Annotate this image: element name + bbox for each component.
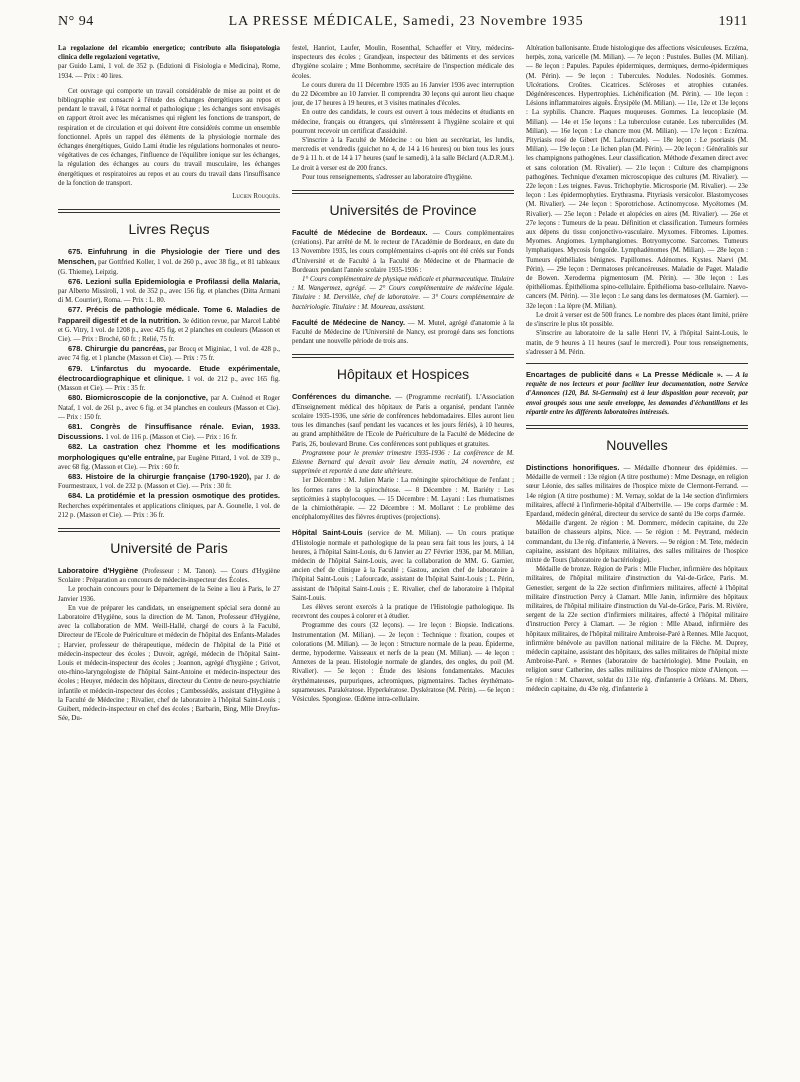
book-details: par A. Cuénod et Roger Nataf, 1 vol. de 261 p., avec 6 fig. et 34 planches en couleurs (Masson et Cie). — Prix : 150 fr.	[58, 395, 280, 421]
issue-number: N° 94	[58, 14, 94, 29]
column-left	[58, 44, 280, 1074]
divider	[526, 425, 748, 429]
laboratoire-heading-rest: (Professeur : M. Tanon). — Cours d'Hygiène Scolaire : Préparation au concours de médecin-inspecteur des Écoles.	[58, 567, 280, 585]
inscription-paragraph: S'inscrire au laboratoire de la salle Henri IV, à l'hôpital Saint-Louis, le matin, de 9 heures à 11 heures (sauf le mercredi). Pour tous renseignements, s'adresser à M. Périn.	[526, 330, 748, 356]
divider	[526, 363, 748, 364]
bordeaux-heading: Faculté de Médecine de Bordeaux.	[292, 228, 428, 238]
review-reference: par Guido Lami, 1 vol. de 352 p. (Edizioni di Fisiologia e Medicina), Rome, 1934. — Prix : 40 lires.	[58, 63, 280, 80]
conferences-program: Programme pour le premier trimestre 1935-1936 : La conférence de M. Etienne Bernard qui devait avoir lieu demain matin, 24 novembre, est supprimée et reportée à une date ultérieure.	[292, 449, 514, 476]
review-title: La regolazione del ricambio energetico; contributo alla fisiopatologia clinica delle regolazioni vegetative,	[58, 45, 280, 62]
book-entry	[58, 491, 280, 520]
nouvelles-title: Nouvelles	[606, 436, 668, 453]
book-details: par J. de Fourmestraux, 1 vol. de 232 p. (Masson et Cie). — Prix : 30 fr.	[58, 473, 280, 491]
book-entry	[58, 364, 280, 394]
book-title: 675. Einfuhrung in die Physiologie der Tiere und des Menschen,	[58, 247, 280, 267]
laboratoire-paragraph: Le prochain concours pour le Département de la Seine a lieu à Paris, le 27 Janvier 1936.	[58, 586, 280, 603]
droit-paragraph: Le droit à verser est de 500 francs. Le nombre des places étant limité, prière de s'inscrire le plus tôt possible.	[526, 311, 748, 329]
conferences-text: — (Programme recréatif). L'Association d'Enseignement médical des hôpitaux de Paris a organisé, pendant l'année scolaire 1935-1936, une série de conférences hebdomadaires. Elles auront lieu tous les dimanches (sauf pendant les vacances et les jours fériés), à 10 heures, au grand amphithéâtre de l'Ecole de Puériculture de la Faculté de Médecine de Paris, 26, boulevard Brune. Ces conférences sont publiques et gratuites.	[292, 394, 514, 448]
book-title: 677. Précis de pathologie médicale. Tome 6. Maladies de l'appareil digestif et de la nutrition.	[58, 305, 280, 325]
paris-paragraph: En outre des candidats, le cours est ouvert à tous médecins et étudiants en médecine, français ou étrangers, qui s'intéressent à l'hygiène scolaire et qui pourront recevoir un certificat d'assiduité.	[292, 109, 514, 135]
divider	[58, 209, 280, 213]
nancy-text: — M. Mutel, agrégé d'anatomie à la Faculté de Médecine de l'Université de Nancy, est prorogé dans ses fonctions pendant une nouvelle période de trois ans.	[292, 319, 514, 346]
encartages-notice	[526, 370, 748, 417]
distinctions-text: — Médaille d'honneur des épidémies. — Médaille de vermeil : 13e région (A titre posthume) : Mme Desnage, en religion sœur Léonie, des salles militaires de l'hospice mixte de Clermont-Ferrand. — 14e région (A titre posthume) : M. Vernay, soldat de la 14e section d'infirmiers militaires, affecté à l'infirmerie-hôpital d'Albertville. — 19e corps d'armée : M. Epardaud, médecin général, directeur du service de santé du 19e corps d'armée.	[526, 464, 748, 518]
book-entry	[58, 277, 280, 306]
book-details: par Brocq et Miginiac, 1 vol. de 428 p., avec 74 fig. et 1 planche (Masson et Cie). — Prix : 75 fr.	[58, 346, 280, 363]
book-details: 1 vol. de 116 p. (Masson et Cie). — Prix : 16 fr.	[105, 434, 238, 442]
book-title: 682. La castration chez l'homme et les modifications morphologiques qu'elle entraîne,	[58, 442, 280, 462]
divider	[292, 354, 514, 358]
book-entry	[58, 305, 280, 344]
divider	[58, 528, 280, 532]
page-number: 1911	[718, 14, 748, 29]
publication-title: LA PRESSE MÉDICALE, Samedi, 23 Novembre 1935	[228, 14, 584, 29]
newspaper-page	[58, 14, 748, 1074]
nancy-heading: Faculté de Médecine de Nancy.	[292, 317, 406, 327]
lecons-continued: Altération ballonisante. Étude histologique des affections vésiculeuses. Eczéma, herpès, zona, varicelle (M. Milian). — 7e leçon : Pustules. Bulles (M. Milian). — 8e leçon : Papules. Papules épidermiques, dermiques, dermo-épidermiques (M. Périn). — 9e leçon : Tubercules. Nodules. Nodosités. Gommes. Ulcérations. Croûtes. Cicatrices. Scléroses et atrophies cutanées. Dégénérescences. Hypertrophies. Lichénification (M. Périn). — 10e leçon : Lésions inflammatoires aiguës. Érysipèle (M. Milian). — 11e, 12e et 13e leçons : La syphilis. Chancre. Plaques muqueuses. Gommes. La leucoplasie (M. Milian). — 14e et 15e leçons : La tuberculose cutanée. Les tuberculides (M. Milian). — 16e leçon : Le chancre mou (M. Milian). — 17e leçon : Eczéma. Pityriasis rosé de Gibert (M. Lafourcade). — 18e leçon : Le psoriasis (M. Milian). — 19e leçon : Le lichen plan (M. Périn). — 20e leçon : Généralités sur les champignons pathogènes. Leur classification. Méthode d'examen direct avec et sans coloration (M. Rivalier). — 21e leçon : Culture des champignons pathogènes. Technique d'examen microscopique des cultures (M. Rivalier). — 22e leçon : Les teignes. Favus. Trichophytie. Microsporie (M. Rivalier). — 23e leçon : Les épidermophyties. Erythrasma. Pityriasis versicolor. Blastomycoses (M. Rivalier). — 24e leçon : Sporotrichose. Actinomycose. Mycétomes (M. Rivalier). — 25e leçon : Pelade et alopécies en aires (M. Rivalier). — 26e et 27e leçons : Tumeurs de la peau. Définition et classification. Tumeurs formées aux dépens du tissu conjonctivo-vasculaire. Myxomes. Fibromes. Lipomes. Myomes. Angiomes. Lymphangiomes. Botryomycome. Sarcomes. Tumeurs lymphatiques. Mycosis fongoïde. Lymphadénomes (M. Milian). — 28e leçon : Tumeurs épithéliales bénignes. Papillomes. Adénomes. Kystes. Naevi (M. Périn). — 29e leçon : Dermatoses précancéreuses. Maladie de Paget. Maladie de Bowen. Xeroderma pigmentosum (M. Périn). — 30e leçon : Les épithéliomas. Épithélioma spino-cellulaire. Épithélioma baso-cellulaire. Naevo-cancers (M. Périn). — 31e leçon : Le sang dans les dermatoses (M. Garnier). — 32e leçon : La lèpre (M. Milian).	[526, 45, 748, 310]
medaille-bronze: Médaille de bronze. Région de Paris : Mlle Flucher, infirmière des hôpitaux militaires, de l'hôpital militaire d'instruction du Val-de-Grâce, Paris. M. Genestier, sergent de la 22e section d'infirmiers militaires, affecté à l'hôpital militaire d'instruction Percy à Clamart. Mlle Janin, infirmière des hôpitaux militaires, de l'hôpital militaire d'instruction du Val-de-Grâce, Paris. M. Rivière, sergent de la 22e section d'infirmiers militaires, affecté à l'hôpital militaire d'instruction Percy à Clamart. — 3e région : Mlle Abaud, infirmière des hôpitaux militaires, de l'hôpital militaire Ambroise-Paré à Rennes. Mlle Jacquot, infirmière bénévole au pavillon national militaire de la Flèche. M. Duprey, médecin capitaine, assistant des hôpitaux, des salles militaires de l'hôpital mixte Ambroise-Paré. » Rennes (laboratoire de bactériologie). Mme Poulain, en religion sœur Catherine, des salles militaires de l'hospice mixte d'Alençon. — 5e région : M. Chauvet, soldat du 131e rég. d'infanterie à Orléans. M. Dhers, médecin capitaine, du 43e rég. d'infanterie à	[526, 566, 748, 693]
stlouis-paragraph: Les élèves seront exercés à la pratique de l'Histologie pathologique. Ils recevront des coupes à colorer et à étudier.	[292, 603, 514, 621]
review-text: Cet ouvrage qui comporte un travail considérable de mise au point et de bibliographie est consacré à l'étude des échanges énergétiques au repos et pendant le travail, à l'état normal et pathologique ; les échanges sont envisagés en rapport étroit avec les mécanismes qui règlent les fonctions de transport, de respiration et de circulation et qui doivent être considérés comme un ensemble fonctionnel. Après un rappel des éléments de la physiologie normale des échanges énergétiques, Guido Lami étudie les régulations hormonales et neuro-végétatives de ces échanges, l'influence de l'équilibre ionique sur les échanges, la régulation des échanges au cours du travail musculaire, les échanges énergétiques et respiratoires au repos et au cours du travail dans l'insuffisance de la fonction de transport.	[58, 87, 280, 187]
book-entry	[58, 472, 280, 491]
bordeaux-list: 1° Cours complémentaire de physique médicale et pharmaceutique. Titulaire : M. Wangermez, agrégé. — 2° Cours complémentaire de médecine légale. Titulaire : M. Dervillée, chef de laboratoire. — 3° Cours complémentaire de bactériologie. Titulaire : M. Moureau, assistant.	[292, 276, 514, 311]
conferences-dates: 1er Décembre : M. Julien Marie : La méningite spirochétique de l'enfant ; les formes rares de la spirochétose. — 8 Décembre : M. Bariéty : Les septicémies à staphylocoques. — 15 Décembre : M. Layani : Les rhumatismes de la chimiothérapie. — 22 Décembre : M. Mollaret : Le problème des encéphalomyélites des fièvres éruptives (projections).	[292, 477, 514, 522]
province-title: Universités de Province	[329, 202, 477, 219]
book-title: 678. Chirurgie du pancréas,	[68, 344, 167, 354]
book-title: 683. Histoire de la chirurgie française (1790-1920),	[68, 471, 252, 481]
book-entry	[58, 422, 280, 442]
stlouis-text: (service de M. Milian). — Un cours pratique d'Histologie normale et pathologique de la peau sera fait tous les jours, à 14 heures, à l'hôpital Saint-Louis, du 6 Janvier au 27 Février 1936, par M. Milian, médecin de l'hôpital Saint-Louis, avec la collaboration de MM. G. Garnier, ancien chef de clinique à la Faculté ; Gastou, ancien chef de laboratoire à l'hôpital Saint-Louis ; Lafourcade, assistant de l'hôpital Saint-Louis ; L. Périn, assistant de l'hôpital Saint-Louis ; E. Rivalier, chef de laboratoire à l'hôpital Saint-Louis.	[292, 530, 514, 602]
bordeaux-text: — Cours complémentaires (créations). Par arrêté de M. le recteur de l'Académie de Bordeaux, en date du 13 Novembre 1935, les cours complémentaires ci-après ont été créés sur Fonds d'Université et de Faculté à la Faculté de Médecine et de Pharmacie de Bordeaux pendant l'année scolaire 1935-1936 :	[292, 230, 514, 274]
encartages-text: — A la requête de nos lecteurs et pour faciliter leur documentation, notre Service d'Annonces (120, Bd. St-Germain) est à leur disposition pour recevoir, par envoi groupés sous une seule enveloppe, les demandes d'échantillons et les répartir entre les différents laboratoires intéressés.	[526, 371, 748, 416]
hopitaux-title: Hôpitaux et Hospices	[336, 366, 470, 383]
book-details: par Gottfried Koller, 1 vol. de 260 p., avec 38 fig., et 81 tableaux (G. Thieme), Leipzig.	[58, 259, 280, 276]
book-title: 681. Congrès de l'insuffisance rénale. Evian, 1933. Discussions.	[58, 421, 280, 442]
stlouis-program: Programme des cours (32 leçons). — 1re leçon : Biopsie. Indications. Instrumentation (M. Milian). — 2e leçon : Technique : fixation, coupes et colorations (M. Milian). — 3e leçon : Structure normale de la peau. Épiderme, derme, hypoderme. Vaisseaux et nerfs de la peau (M. Milian). — 4e leçon : Annexes de la peau. Histologie normale de glandes, des ongles, du poil (M. Rivalier). — 5e leçon : Étude des lésions fondamentales. Macules érythémateuses, purpuriques, achromiques, pigmentaires. Taches érythémato-squameuses. Parakératose. Hyperkératose. Dyskératose (M. Périn). — 6e leçon : Vésicules. Spongiose. Œdème intra-cellulaire.	[292, 622, 514, 703]
column-middle	[292, 44, 514, 1074]
book-title: 679. L'infarctus du myocarde. Etude expérimentale, électrocardiographique et clinique.	[58, 363, 280, 383]
paris-paragraph: Le cours durera du 11 Décembre 1935 au 16 Janvier 1936 avec interruption du 22 Décembre au 10 Janvier. Il comprendra 30 leçons qui auront lieu chaque jour, de 17 heures à 19 heures, et 3 visites matinales d'écoles.	[292, 81, 514, 108]
book-entry	[58, 442, 280, 472]
distinctions-heading: Distinctions honorifiques.	[526, 462, 620, 472]
page-header	[58, 14, 748, 34]
book-entry	[58, 344, 280, 363]
paris-paragraph: S'inscrire à la Faculté de Médecine : ou bien au secrétariat, les lundis, mercredis et vendredis (guichet no 4, de 14 à 16 heures) ou bien tous les jours de 9 à 11 h. et de 14 à 17 heures (sauf le samedi), à la salle Béclard (A.D.R.M.). Le droit à verser est de 200 francs.	[292, 137, 514, 172]
book-title: 676. Lezioni sulla Epidemiologia e Profilassi della Malaria,	[68, 276, 280, 286]
paris-paragraph: Pour tous renseignements, s'adresser au laboratoire d'hygiène.	[302, 173, 473, 181]
book-title: 680. Biomicroscopie de la conjonctive,	[68, 393, 208, 403]
conferences-heading: Conférences du dimanche.	[292, 392, 392, 402]
column-right	[526, 44, 748, 1074]
book-entry	[58, 247, 280, 277]
medaille-argent: Médaille d'argent. 2e région : M. Dommerc, médecin capitaine, du 22e bataillon de chasseurs alpins, Nice. — 5e région : M. Peytrand, médecin commandant, du 13e rég. d'infanterie, à Nevers. — 9e région : M. Tete, médecin capitaine, assistant des hôpitaux militaires, des salles militaires de l'hospice mixte de Tours (laboratoire de bactériologie).	[526, 520, 748, 564]
review-signature: Lucien Rouquès.	[232, 193, 280, 201]
book-details: Recherches expérimentales et applications cliniques, par A. Gounelle, 1 vol. de 212 p. (Masson et Cie). — Prix : 36 fr.	[58, 502, 280, 519]
divider	[292, 190, 514, 194]
stlouis-heading: Hôpital Saint-Louis	[292, 528, 363, 538]
universite-paris-title: Université de Paris	[110, 539, 228, 556]
paris-continued: festel, Hanriot, Laufer, Moulin, Rosenthal, Schaeffer et Vitry, médecins-inspecteurs des écoles ; Grandjean, inspecteur des bâtiments et des services d'hygiène scolaire ; Mme Bonhomme, secrétaire de l'inspection médicale des écoles.	[292, 45, 514, 80]
book-list	[58, 247, 280, 520]
book-title: 684. La protidémie et la pression osmotique des protides.	[68, 491, 280, 501]
book-details: 1 vol. de 212 p., avec 165 fig. (Masson et Cie). — Prix : 35 fr.	[58, 375, 280, 393]
book-entry	[58, 393, 280, 422]
book-details: 3e édition revue, par Marcel Labbé et G. Vitry, 1 vol. de 1208 p., avec 425 fig. et 2 planches en couleurs (Masson et Cie). — Prix : Broché, 60 fr. ; Relié, 75 fr.	[58, 317, 280, 344]
laboratoire-heading: Laboratoire d'Hygiène	[58, 565, 139, 575]
livres-recus-title: Livres Reçus	[128, 221, 210, 238]
laboratoire-paragraph: En vue de préparer les candidats, un enseignement spécial sera donné au Laboratoire d'Hygiène, sous la direction de M. Tanon, Professeur d'Hygiène, avec la collaboration de MM. Weill-Hallé, chargé de cours à la Faculté, Directeur de l'Ecole de Puériculture et médecin de l'hôpital des Enfants-Malades ; Harvier, professeur de thérapeutique, médecin de l'hôpital de la Pitié et médecin-inspecteur des écoles ; Duvoir, agrégé, médecin de l'hôpital Saint-Louis et médecin-inspecteur des écoles ; Joannon, agrégé d'hygiène ; Grivot, oto-rhino-laryngologiste de l'hôpital Saint-Antoine et médecin-inspecteur des écoles ; Heuyer, médecin des hôpitaux, directeur du Centre de neuro-psychiatrie infantile et médecin-inspecteur des écoles ; Cambessédès, assistant d'Hygiène à la Faculté de Médecine ; Rivalier, chef de laboratoire à l'hôpital Saint-Louis ; Guibert, médecin-inspecteur en chef des écoles ; Barbarin, Bing, Mlle Dreyfus-Sée, Du-	[58, 604, 280, 723]
book-details: par Eugène Pittard, 1 vol. de 339 p., avec 68 fig. (Masson et Cie). — Prix : 60 fr.	[58, 454, 280, 471]
encartages-heading: Encartages de publicité dans « La Presse Médicale ».	[526, 369, 723, 379]
book-details: par Alberto Missiroli, 1 vol. de 352 p., avec 156 fig. et planches (Ditta Armani di M. Courrier), Roma. — Prix : L. 80.	[58, 288, 280, 305]
